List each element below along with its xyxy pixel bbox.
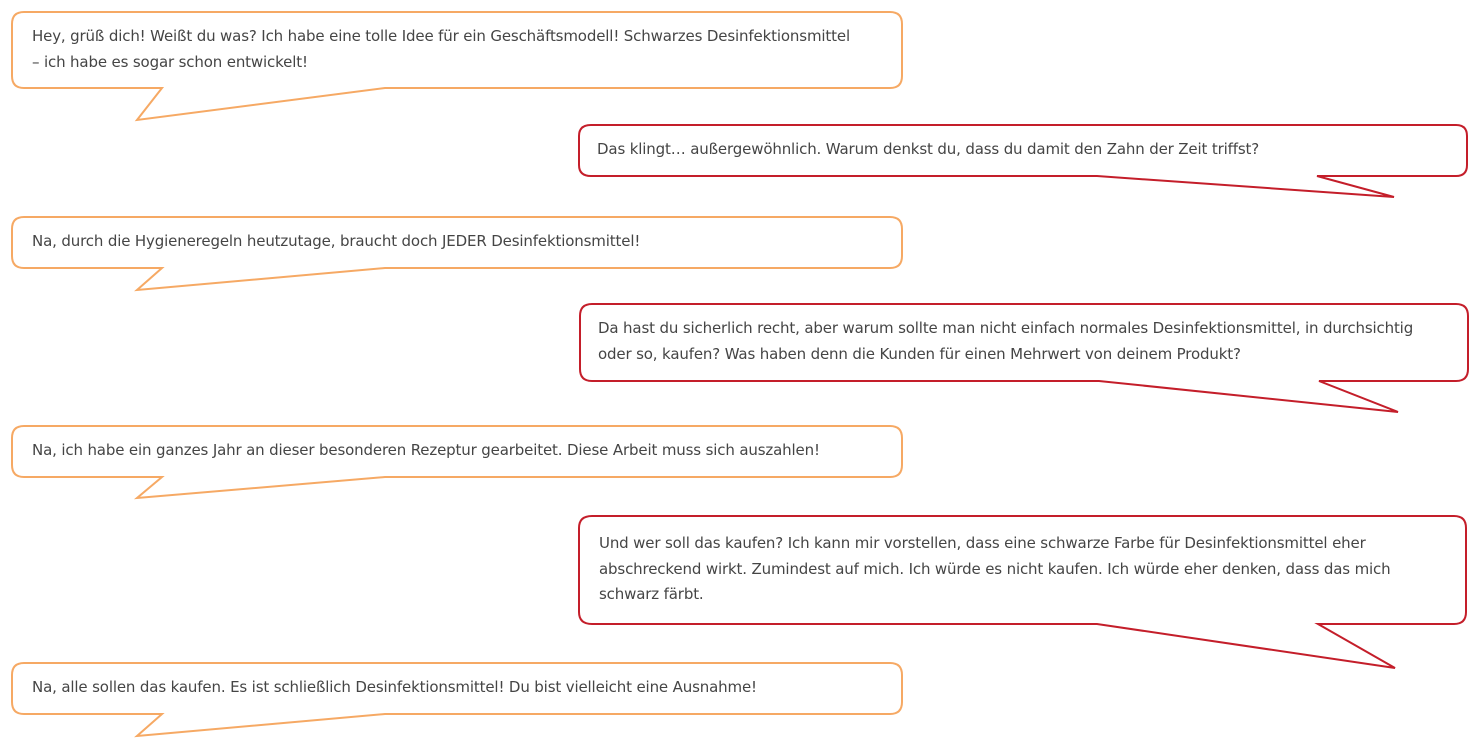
speech-text-left-2: Na, durch die Hygieneregeln heutzutage, braucht doch JEDER Desinfektionsmittel! xyxy=(32,232,641,250)
speech-text-right-2: Da hast du sicherlich recht, aber warum sollte man nicht einfach normales Desinfektionsmittel, in durchsichtig oder so, kaufen? Was haben denn die Kunden für einen Mehrwert von deinem Produkt? xyxy=(598,319,1414,363)
speech-text-right-3: Und wer soll das kaufen? Ich kann mir vorstellen, dass eine schwarze Farbe für Desinfektionsmittel eher abschreckend wirkt. Zumindest auf mich. Ich würde es nicht kaufen. Ich würde eher denken, dass das mich schwarz färbt. xyxy=(599,534,1391,603)
speech-text-right-1: Das klingt… außergewöhnlich. Warum denkst du, dass du damit den Zahn der Zeit triffst? xyxy=(597,140,1260,158)
speech-text-left-4: Na, alle sollen das kaufen. Es ist schließlich Desinfektionsmittel! Du bist vielleicht eine Ausnahme! xyxy=(32,678,757,696)
speech-text-left-1: Hey, grüß dich! Weißt du was? Ich habe eine tolle Idee für ein Geschäftsmodell! Schwarzes Desinfektionsmittel – ich habe es sogar schon entwickelt! xyxy=(32,27,850,71)
speech-text-left-3: Na, ich habe ein ganzes Jahr an dieser besonderen Rezeptur gearbeitet. Diese Arbeit muss sich auszahlen! xyxy=(32,441,820,459)
